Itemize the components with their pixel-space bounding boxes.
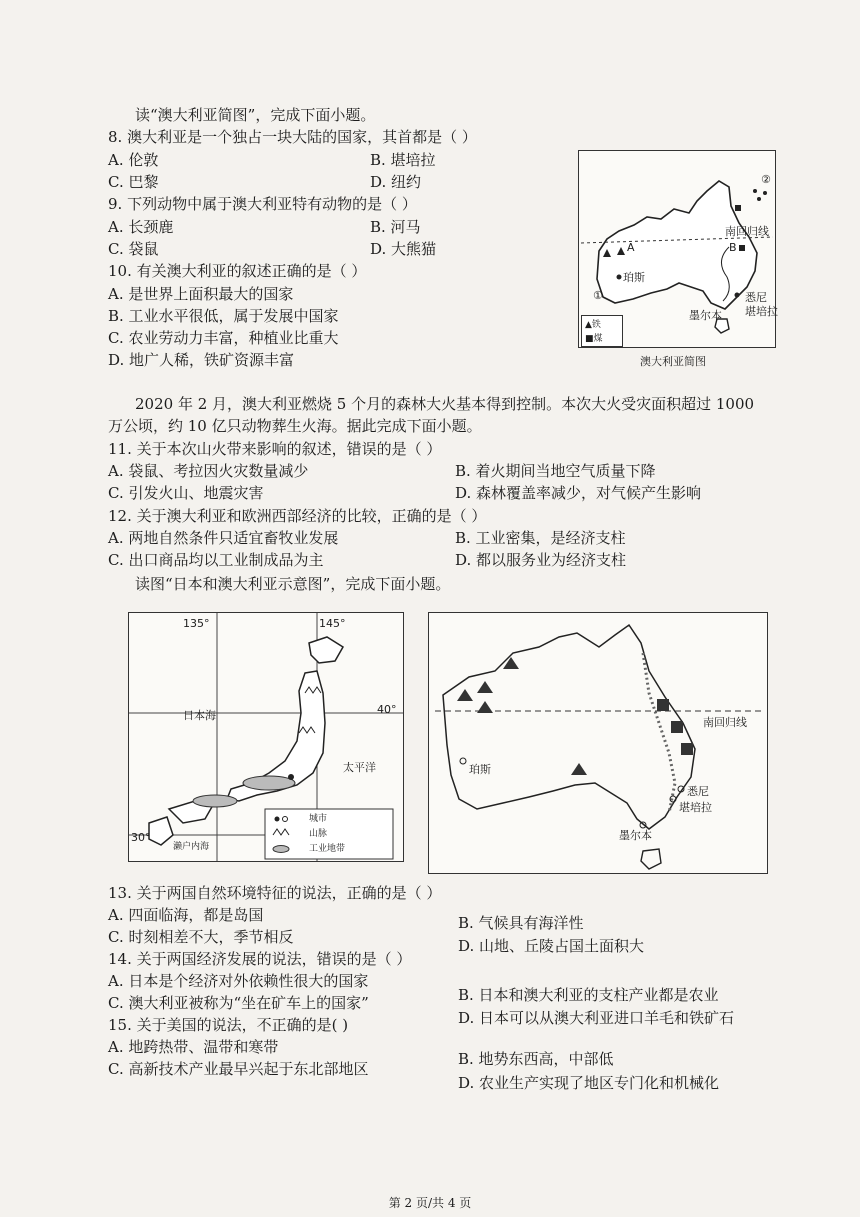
q13-stem: 13. 关于两国自然环境特征的说法，正确的是（ ） xyxy=(108,884,442,902)
map3-sydney-label: 悉尼 xyxy=(687,785,709,798)
q10-option-d: D. 地广人稀，铁矿资源丰富 xyxy=(108,351,295,369)
q14-option-c: C. 澳大利亚被称为“坐在矿车上的国家” xyxy=(108,994,369,1012)
legend-industry-label: 工业地带 xyxy=(309,844,346,854)
q9-option-d: D. 大熊猫 xyxy=(370,240,437,258)
japan-map xyxy=(128,612,404,862)
page-number: 第 2 页/共 4 页 xyxy=(388,1196,472,1210)
q8-option-d: D. 纽约 xyxy=(370,173,422,191)
q8-option-a: A. 伦敦 xyxy=(108,151,159,169)
intro-3: 读图“日本和澳大利亚示意图”，完成下面小题。 xyxy=(135,575,451,593)
q15-option-a: A. 地跨热带、温带和寒带 xyxy=(108,1038,279,1056)
lat-30-label: 30° xyxy=(131,831,151,844)
australia-sketch-map xyxy=(578,150,776,348)
map3-tropic-label: 南回归线 xyxy=(703,716,747,729)
q13-option-c: C. 时刻相差不大，季节相反 xyxy=(108,928,294,946)
inland-sea-label: 濑户内海 xyxy=(173,842,210,852)
lat-40-label: 40° xyxy=(377,703,397,716)
q12-option-c: C. 出口商品均以工业制成品为主 xyxy=(108,551,324,569)
q8-option-c: C. 巴黎 xyxy=(108,173,159,191)
q10-option-c: C. 农业劳动力丰富，种植业比重大 xyxy=(108,329,339,347)
map1-label-b: B xyxy=(729,241,737,254)
q14-stem: 14. 关于两国经济发展的说法，错误的是（ ） xyxy=(108,950,412,968)
australia-map xyxy=(428,612,768,874)
map1-caption: 澳大利亚简图 xyxy=(640,355,706,368)
q12-stem: 12. 关于澳大利亚和欧洲西部经济的比较，正确的是（ ） xyxy=(108,507,487,525)
q15-stem: 15. 关于美国的说法，不正确的是( ) xyxy=(108,1016,349,1034)
q9-option-b: B. 河马 xyxy=(370,218,421,236)
q14-option-d: D. 日本可以从澳大利亚进口羊毛和铁矿石 xyxy=(458,1009,735,1027)
q14-option-a: A. 日本是个经济对外依赖性很大的国家 xyxy=(108,972,369,990)
q13-option-a: A. 四面临海，都是岛国 xyxy=(108,906,264,924)
q11-option-a: A. 袋鼠、考拉因火灾数量减少 xyxy=(108,462,309,480)
map3-canberra-label: 堪培拉 xyxy=(679,801,712,814)
q11-stem: 11. 关于本次山火带来影响的叙述，错误的是（ ） xyxy=(108,440,442,458)
q12-option-d: D. 都以服务业为经济支柱 xyxy=(455,551,627,569)
q12-option-b: B. 工业密集，是经济支柱 xyxy=(455,529,626,547)
lon-135-label: 135° xyxy=(183,617,210,630)
q9-option-c: C. 袋鼠 xyxy=(108,240,159,258)
q9-stem: 9. 下列动物中属于澳大利亚特有动物的是（ ） xyxy=(108,195,417,213)
map1-label-2: ② xyxy=(761,173,771,186)
map1-sydney-label: 悉尼 xyxy=(745,291,767,304)
q11-option-d: D. 森林覆盖率减少，对气候产生影响 xyxy=(455,484,702,502)
intro-2b: 万公顷，约 10 亿只动物葬生火海。据此完成下面小题。 xyxy=(108,417,482,435)
q8-option-b: B. 堪培拉 xyxy=(370,151,436,169)
q15-option-d: D. 农业生产实现了地区专门化和机械化 xyxy=(458,1074,720,1092)
legend-coal-label: ■煤 xyxy=(585,334,603,344)
map1-tropic-label: 南回归线 xyxy=(725,225,769,238)
map1-canberra-label: 堪培拉 xyxy=(745,305,778,318)
q14-option-b: B. 日本和澳大利亚的支柱产业都是农业 xyxy=(458,986,719,1004)
q13-option-b: B. 气候具有海洋性 xyxy=(458,914,584,932)
legend-mountain-label: 山脉 xyxy=(309,829,328,839)
q15-option-b: B. 地势东西高，中部低 xyxy=(458,1050,614,1068)
q11-option-c: C. 引发火山、地震灾害 xyxy=(108,484,264,502)
sea-of-japan-label: 日本海 xyxy=(183,709,216,722)
map1-legend xyxy=(581,315,623,347)
q9-option-a: A. 长颈鹿 xyxy=(108,218,174,236)
map1-melbourne-label: 墨尔本 xyxy=(689,309,722,322)
lon-145-label: 145° xyxy=(319,617,346,630)
q8-stem: 8. 澳大利亚是一个独占一块大陆的国家，其首都是（ ） xyxy=(108,128,477,146)
q10-stem: 10. 有关澳大利亚的叙述正确的是（ ） xyxy=(108,262,367,280)
q10-option-a: A. 是世界上面积最大的国家 xyxy=(108,285,294,303)
map1-label-1: ① xyxy=(593,289,603,302)
legend-iron-label: ▲铁 xyxy=(585,320,601,330)
legend-city-label: 城市 xyxy=(309,814,328,824)
intro-2: 2020 年 2 月，澳大利亚燃烧 5 个月的森林大火基本得到控制。本次大火受灾面积超过 1000 xyxy=(135,395,755,413)
map1-perth-label: 珀斯 xyxy=(623,271,645,284)
q10-option-b: B. 工业水平很低，属于发展中国家 xyxy=(108,307,339,325)
map1-label-a: A xyxy=(627,241,635,254)
q11-option-b: B. 着火期间当地空气质量下降 xyxy=(455,462,656,480)
intro-1: 读“澳大利亚简图”，完成下面小题。 xyxy=(135,106,376,124)
q12-option-a: A. 两地自然条件只适宜畜牧业发展 xyxy=(108,529,339,547)
map3-perth-label: 珀斯 xyxy=(469,763,491,776)
pacific-label: 太平洋 xyxy=(343,761,376,774)
q13-option-d: D. 山地、丘陵占国土面积大 xyxy=(458,937,645,955)
map3-melbourne-label: 墨尔本 xyxy=(619,829,652,842)
q15-option-c: C. 高新技术产业最早兴起于东北部地区 xyxy=(108,1060,369,1078)
